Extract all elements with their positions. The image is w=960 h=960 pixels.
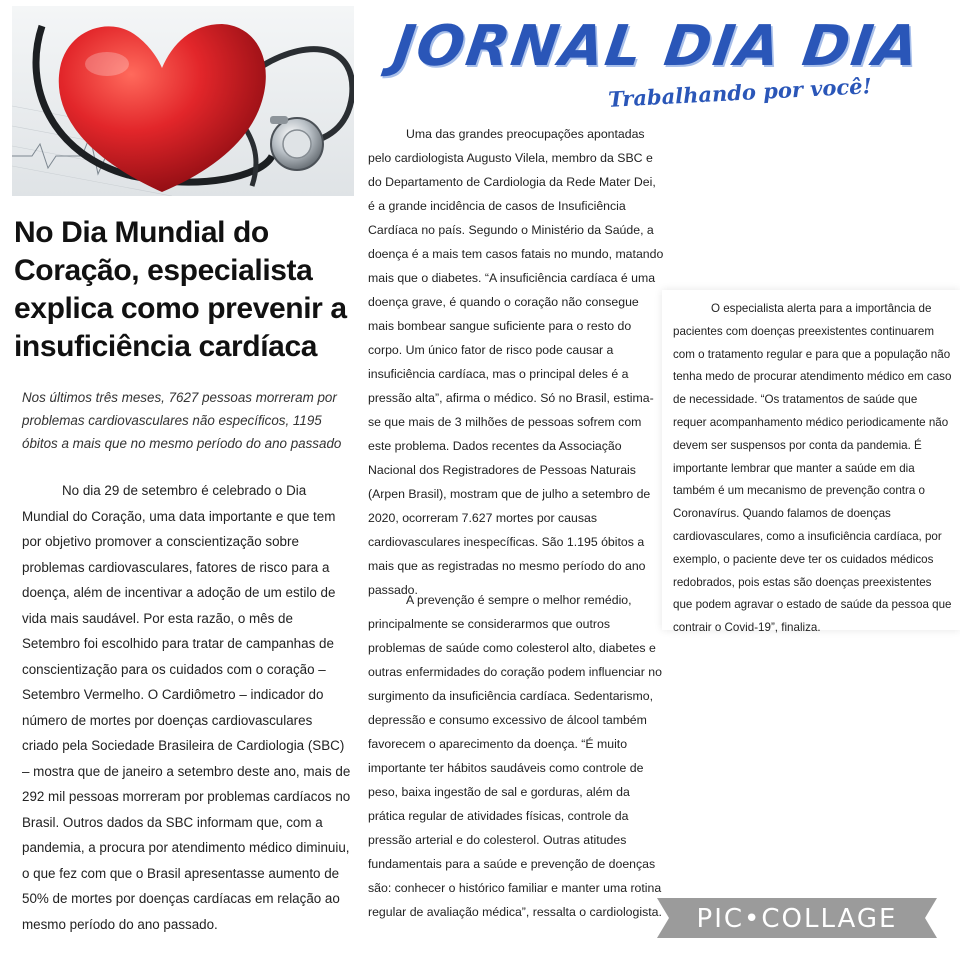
article-paragraph-2: Uma das grandes preocupações apontadas pelo cardiologista Augusto Vilela, membro da SBC e do Departamento de Cardiologia da Rede Mater Dei, é a grande incidência de casos de Insuficiência Cardíaca no país. Segundo o Ministério da Saúde, a doença é a mais tem casos fatais no mundo, matando mais que o diabetes. “A insuficiência cardíaca é uma doença grave, é quando o coração não consegue mais bombear sangue suficiente para o resto do corpo. Um único fator de risco pode causar a insuficiência cardíaca, mas o principal deles é a pressão alta”, afirma o médico. Só no Brasil, estima-se que mais de 3 milhões de pessoas sofrem com este problema. Dados recentes da Associação Nacional dos Registradores de Pessoas Naturais (Arpen Brasil), mostram que de julho a setembro de 2020, ocorreram 7.627 mortes por causas cardiovasculares inespecíficas. São 1.195 óbitos a mais que as registradas no mesmo período do ano passado. — [368, 127, 664, 597]
heart-stethoscope-photo — [12, 6, 354, 196]
article-paragraph-1: No dia 29 de setembro é celebrado o Dia Mundial do Coração, uma data importante e que tem por objetivo promover a conscientização sobre problemas cardiovasculares, fatores de risco para a doença, além de incentivar a adoção de um estilo de vida mais saudável. Por esta razão, o mês de Setembro foi escolhido para tratar de campanhas de conscientização para os cuidados com o coração – Setembro Vermelho. O Cardiômetro – indicador do número de mortes por doenças cardiovasculares criado pela Sociedade Brasileira de Cardiologia (SBC) – mostra que de janeiro a setembro deste ano, mais de 292 mil pessoas morreram por problemas cardíacos no Brasil. Outros dados da SBC informam que, com a pandemia, a procura por atendimento médico diminuiu, o que fez com que o Brasil apresentasse aumento de 50% de mortes por doenças cardíacas em relação ao mesmo período do ano passado. — [22, 483, 351, 932]
article-paragraph-4: O especialista alerta para a importância de pacientes com doenças preexistentes continuarem com o tratamento regular e para que a população não tenha medo de procurar atendimento médico em caso de necessidade. “Os tratamentos de saúde que requer acompanhamento médico periodicamente não devem ser suspensos por conta da pandemia. É importante lembrar que manter a saúde em dia também é um mecanismo de prevenção contra o Coronavírus. Quando falamos de doenças cardiovasculares, como a insuficiência cardíaca, por exemplo, o paciente deve ter os cuidados médicos redobrados, pois estas são doenças preexistentes que podem agravar o estado de saúde da pessoa que contrair o Covid-19”, finaliza. — [673, 302, 952, 635]
article-lead: Nos últimos três meses, 7627 pessoas morreram por problemas cardiovasculares não específicos, 1195 óbitos a mais que no mesmo período do ano passado — [22, 390, 342, 451]
pic-collage-watermark — [657, 898, 937, 938]
article-headline: No Dia Mundial do Coração, especialista explica como prevenir a insuficiência cardíaca — [14, 216, 347, 363]
masthead-title: JORNAL DIA DIA — [389, 14, 925, 79]
newspaper-masthead — [386, 8, 925, 118]
heart-icon — [12, 6, 354, 196]
watermark-banner-icon — [657, 898, 937, 938]
watermark-text: PIC•COLLAGE — [696, 904, 898, 934]
article-paragraph-3: A prevenção é sempre o melhor remédio, principalmente se considerarmos que outros problemas de saúde como colesterol alto, diabetes e outras enfermidades do coração podem influenciar no surgimento da insuficiência cardíaca. Sedentarismo, depressão e consumo excessivo de álcool também favorecem o aparecimento da doença. “É muito importante ter hábitos saudáveis como controle de peso, baixa ingestão de sal e gorduras, além da prática regular de atividades físicas, controle da pressão arterial e do colesterol. Outras atitudes fundamentais para a saúde e prevenção de doenças são: conhecer o histórico familiar e manter uma rotina regular de avaliação médica”, ressalta o cardiologista. — [368, 593, 662, 919]
masthead-tagline: Trabalhando por você! — [607, 73, 873, 112]
